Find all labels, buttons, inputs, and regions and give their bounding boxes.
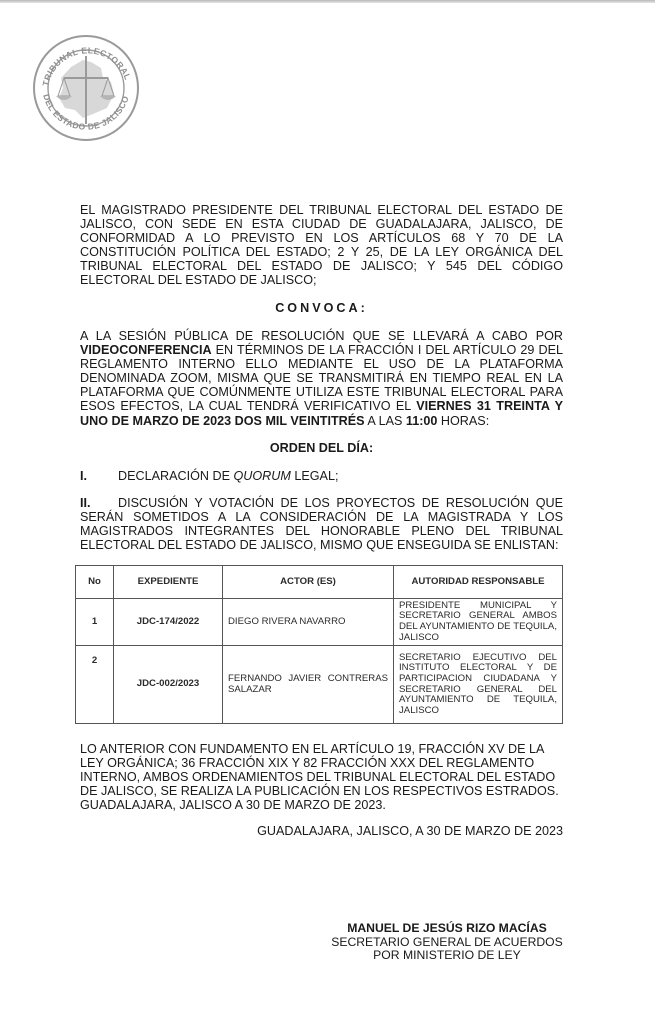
cell-actor: DIEGO RIVERA NAVARRO: [223, 599, 394, 646]
table-row: [76, 646, 563, 724]
convocation-text-4: HORAS:: [437, 413, 490, 428]
top-edge-bar: [0, 0, 655, 3]
signatory-name: MANUEL DE JESÚS RIZO MACÍAS: [347, 921, 547, 935]
header-autoridad: AUTORIDAD RESPONSABLE: [394, 566, 563, 599]
cases-table: [75, 565, 563, 724]
cell-no: 1: [76, 599, 114, 646]
cell-actor: FERNANDO JAVIER CONTRERAS SALAZAR: [223, 646, 394, 724]
table-header-row: [76, 566, 563, 599]
agenda-item-1-number: I.: [80, 469, 87, 483]
cell-expediente: JDC-174/2022: [114, 599, 223, 646]
signature-block: [330, 922, 564, 963]
intro-paragraph: EL MAGISTRADO PRESIDENTE DEL TRIBUNAL ELECTORAL DEL ESTADO DE JALISCO, CON SEDE EN ESTA CIUDAD DE GUADALAJARA, JALISCO, DE CONFORMIDAD A LO PREVISTO EN LOS ARTÍCULOS 68 Y 70 DE LA CONSTITUCIÓN POLÍTICA DEL ESTADO; 2 Y 25, DE LA LEY ORGÁNICA DEL TRIBUNAL ELECTORAL DEL ESTADO DE JALISCO; Y 545 DEL CÓDIGO ELECTORAL DEL ESTADO DE JALISCO;: [80, 203, 563, 288]
seal-top-text: TRIBUNAL ELECTORAL: [40, 45, 134, 88]
convoca-heading: CONVOCA:: [275, 301, 368, 315]
table-row: [76, 599, 563, 646]
convocation-text-1: A LA SESIÓN PÚBLICA DE RESOLUCIÓN QUE SE LLEVARÁ A CABO POR: [80, 329, 563, 343]
agenda-item-2-text: DISCUSIÓN Y VOTACIÓN DE LOS PROYECTOS DE RESOLUCIÓN QUE SERÁN SOMETIDOS A LA CONSIDERACIÓN DE LA MAGISTRADA Y LOS MAGISTRADOS INTEGRANTES DEL HONORABLE PLENO DEL TRIBUNAL ELECTORAL DEL ESTADO DE JALISCO, MISMO QUE ENSEGUIDA SE ENLISTAN:: [80, 496, 563, 553]
header-no: No: [76, 566, 114, 599]
cell-no: 2: [76, 646, 114, 724]
convocation-paragraph: [80, 329, 563, 428]
header-expediente: EXPEDIENTE: [114, 566, 223, 599]
seal-icon: [31, 12, 141, 158]
cell-autoridad: PRESIDENTE MUNICIPAL Y SECRETARIO GENERAL AMBOS DEL AYUNTAMIENTO DE TEQUILA, JALISCO: [394, 599, 563, 646]
agenda-item-1-text-post: LEGAL;: [290, 469, 339, 483]
convocation-bold-videoconferencia: VIDEOCONFERENCIA: [80, 343, 212, 358]
tribunal-seal-logo: [31, 12, 141, 158]
cell-autoridad: SECRETARIO EJECUTIVO DEL INSTITUTO ELECTORAL Y DE PARTICIPACION CIUDADANA Y SECRETARIO GENERAL DEL AYUNTAMIENTO DE TEQUILA, JALISCO: [394, 646, 563, 724]
agenda-heading: ORDEN DEL DÍA:: [269, 441, 374, 455]
date-line: GUADALAJARA, JALISCO, A 30 DE MARZO DE 2023: [257, 824, 563, 838]
convocation-text-2: EN TÉRMINOS DE LA FRACCIÓN I DEL ARTÍCULO 29 DEL REGLAMENTO INTERNO ELLO MEDIANTE EL USO DE LA PLATAFORMA DENOMINADA ZOOM, MISMA QUE SE TRANSMITIRÁ EN TIEMPO REAL EN LA PLATAFORMA QUE COMÚNMENTE UTILIZA ESTE TRIBUNAL ELECTORAL PARA ESOS EFECTOS, LA CUAL TENDRÁ VERIFICATIVO EL: [80, 343, 563, 414]
agenda-item-1-text-pre: DECLARACIÓN DE: [118, 469, 234, 483]
cell-expediente: JDC-002/2023: [114, 646, 223, 724]
seal-bottom-text: DEL ESTADO DE JALISCO: [41, 92, 131, 132]
convocation-text-3: A LAS: [364, 413, 406, 428]
agenda-item-2: [80, 496, 563, 552]
header-actor: ACTOR (ES): [223, 566, 394, 599]
closing-paragraph: LO ANTERIOR CON FUNDAMENTO EN EL ARTÍCULO 19, FRACCIÓN XV DE LA LEY ORGÁNICA; 36 FRACCIÓN XIX Y 82 FRACCIÓN XXX DEL REGLAMENTO INTERNO, AMBOS ORDENAMIENTOS DEL TRIBUNAL ELECTORAL DEL ESTADO DE JALISCO, SE REALIZA LA PUBLICACIÓN EN LOS RESPECTIVOS ESTRADOS. GUADALAJARA, JALISCO A 30 DE MARZO DE 2023.: [80, 742, 559, 813]
agenda-item-1: [80, 469, 563, 483]
convocation-bold-time: 11:00: [405, 413, 438, 428]
convocation-bold-date: VIERNES 31 TREINTA Y UNO DE MARZO DE 2023 DOS MIL VEINTITRÉS: [80, 399, 563, 428]
agenda-item-1-italic: QUORUM: [233, 469, 291, 483]
agenda-item-2-number: II.: [80, 496, 91, 510]
signatory-title: SECRETARIO GENERAL DE ACUERDOS: [331, 934, 563, 949]
signatory-subtitle: POR MINISTERIO DE LEY: [373, 948, 521, 963]
